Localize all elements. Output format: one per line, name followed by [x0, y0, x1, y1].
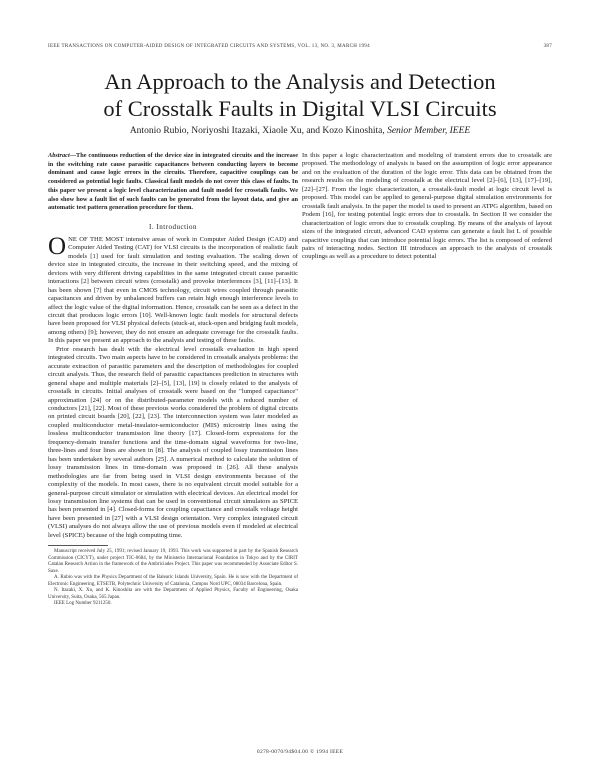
abstract — [48, 152, 298, 213]
author-line — [40, 126, 560, 136]
footnotes — [48, 545, 298, 608]
intro-paragraph-1 — [48, 232, 299, 346]
intro-paragraph-2: Prior research has dealt with the electrical level crosstalk evaluation in high speed integrated circuits. Two main aspects have to be considered in crosstalk analysis problems: the accurate extraction of parasitic parameters and the description of methodologies for coupled circuit analysis. Thus, the research field of parasitic capacitances prediction in structures with general shape and multiple materials [2]–[5], [13], [19] is closely related to the analysis of crosstalk in circuits. Initial analyses of crosstalk were based on the "lumped capacitance" approximation [24] or on the distributed-parameter models with a reduced number of conductors [21], [22]. Most of these previous works considered the problem of digital circuits on printed circuit boards [20], [22], [23]. The interconnection system was later modeled as coupled multiconductor metal-insulator-semiconductor (MIS) microstrip lines using the lossless multiconductor transmission line theory [17]. Closed-form expressions for the frequency-domain transfer functions and the time-domain signal waveforms for two-line, three-lines and four lines are shown in [8]. The analysis of coupled lossy transmission lines has been undertaken by several authors [25]. A numerical method to calculate the solution of lossy transmission lines in time-domain was proposed in [26]. All these analysis methodologies are far from being used in VLSI design environments because of the complexity of the models. In most cases, there is no equivalent circuit model suitable for a general-purpose circuit simulator or simulation with electrical devices. An electrical model for lossy transmission line systems that can be used in conventional circuit simulators as SPICE has been presented in [4]. Closed-forms for coupling capacitance and crosstalk voltage height have been presented in [27] with a VLSI design orientation. Very complex integrated circuit (VLSI) analyses do not always allow the use of previous models even if modeled at electrical level (SPICE) because of the high computing time. — [48, 345, 298, 539]
drop-cap: O — [48, 232, 67, 260]
footnote-others: N. Itazaki, X. Xu, and K. Kinoshita are with the Department of Applied Physics, Faculty of Engineering, Osaka University, Suita, Osaka, 565 Japan. — [48, 588, 298, 600]
author-names: Antonio Rubio, Noriyoshi Itazaki, Xiaole Xu, and Kozo Kinoshita, — [129, 126, 385, 136]
page-number: 387 — [543, 44, 552, 49]
journal-name: IEEE TRANSACTIONS ON COMPUTER-AIDED DESIGN OF INTEGRATED CIRCUITS AND SYSTEMS, VOL. 13, NO. 3, MARCH 1994 — [48, 44, 370, 49]
footnote-rubio: A. Rubio was with the Physics Department of the Balearic Islands University, Spain. He is now with the Department of Electronic Engineering, ETSETB, Polytechnic University of Catalonia, Campus Nord UPC, 08034 Barcelona, Spain. — [48, 575, 298, 587]
footnote-rule — [48, 545, 108, 546]
running-head — [48, 44, 552, 49]
intro-paragraph-1-text: NE OF THE MOST intensive areas of work in Computer Aided Design (CAD) and Computer Aided Testing (CAT) for VLSI circuits is the incorporation of realistic fault models [1] used for fault simulation and testing evaluation. The scaling down of device size in integrated circuits, the increase in their switching speed, and the mixing of devices with very different driving capabilities in the same integrated circuit cause parasitic interactions [2] between circuit wires (crosstalk) and provoke interferences [3], [11]–[13]. It has been shown [7] that even in CMOS technology, circuit wires coupled through parasitic capacitances and driven by unbalanced buffers can retain high enough interference levels to affect the logic value of the digital information. Hence, crosstalk can be seen as a defect in the circuit that produces logic errors [10]. Well-known logic fault models for structural defects have been proposed for VLSI physical defects (stuck-at, stuck-open and bridging fault models, among others) [9]; however, they do not ensure an adequate coverage for the crosstalk faults. In this paper we present an approach to the analysis and testing of these faults. — [48, 235, 299, 345]
copyright-identifier: 0278-0070/94$04.00 © 1994 IEEE — [256, 749, 344, 755]
paper-title — [40, 68, 560, 122]
author-membership: Senior Member, IEEE — [387, 126, 471, 136]
footnote-ieee-log: IEEE Log Number 9211250. — [54, 601, 112, 607]
abstract-lead: Abstract— — [48, 152, 76, 159]
intro-paragraph-3: In this paper a logic characterization and modeling of transient errors due to crosstalk are proposed. The methodology of analysis is based on the assumption of logic error appearance and on the evaluation of the duration of the logic error. This data can be obtained from the research results on the modeling of crosstalk at the electrical level [2]–[6], [13], [17]–[19], [22]–[27]. From the logic characterization, a crosstalk-fault model at logic circuit level is proposed. This model can be applied to general-purpose digital simulation environments for crosstalk fault analysis. In the paper the model is used to present an ATPG algorithm, based on Podem [16], for testing potential logic errors due to crosstalk. In Section II we consider the characterization of logic errors due to crosstalk coupling. By means of the analysis of layout sizes of the integrated circuit, advanced CAD systems can generate a fault list L of possible capacitive couplings that can introduce potential logic errors. The list is composed of ordered pairs of interacting nodes. Section III introduces an approach to the analysis of crosstalk couplings as well as a procedure to detect potential — [302, 152, 552, 261]
title-line-1: An Approach to the Analysis and Detection — [104, 69, 496, 94]
right-column — [302, 152, 552, 262]
left-column — [48, 152, 298, 608]
section-heading-introduction: I. Introduction — [149, 222, 197, 231]
footnote-received: Manuscript received July 25, 1991; revised January 19, 1993. This work was supported in part by the Spanish Research Commission (CICYT), under project TIC-0684, by the Ministerio Internacional Foundation in Tokyo and by the CIRIT Catalan Research Action in the framework of the Ambriciades Project. This paper was recommended by Associate Editor S. Saxe. — [48, 549, 298, 574]
abstract-text: The continuous reduction of the device size in integrated circuits and the increase in the switching rate cause parasitic capacitances between conducting layers to become dominant and cause logic errors in the circuits. Therefore, capacitive couplings can be considered as potential logic faults. Classical fault models do not cover this class of faults. In this paper we present a logic level characterization and fault model for crosstalk faults. We also show how a fault list of such faults can be generated from the layout data, and give an automatic test pattern generation procedure for them. — [48, 152, 298, 212]
title-line-2: of Crosstalk Faults in Digital VLSI Circuits — [103, 96, 497, 121]
